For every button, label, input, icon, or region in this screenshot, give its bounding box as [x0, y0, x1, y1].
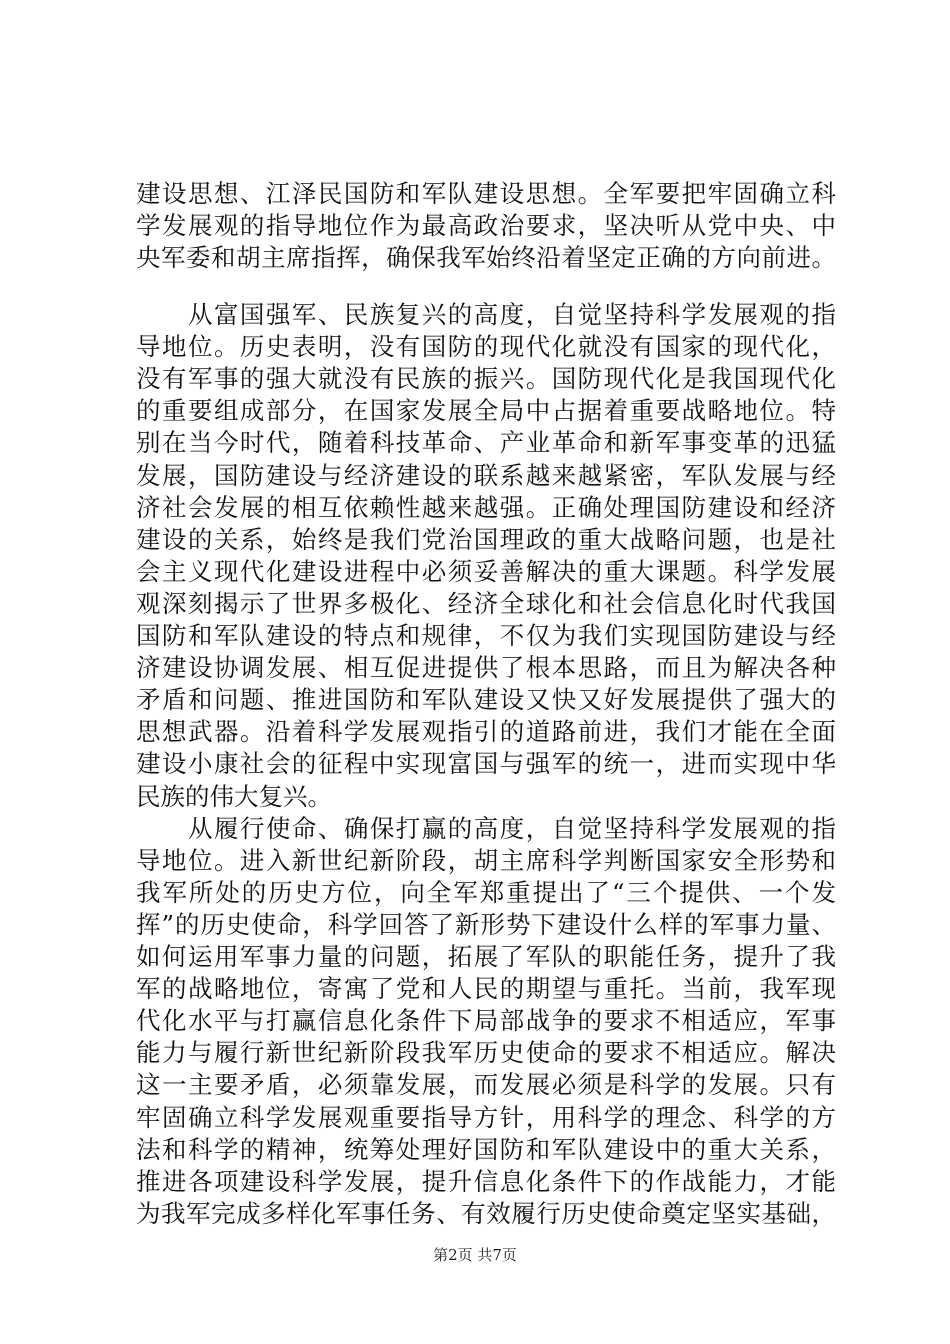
text-line: 从富国强军、民族复兴的高度，自觉坚持科学发展观的指	[136, 300, 836, 329]
text-line: 济建设协调发展、相互促进提供了根本思路，而且为解决各种	[136, 653, 836, 683]
text-line: 别在当今时代，随着科技革命、产业革命和新军事变革的迅猛	[136, 428, 836, 458]
text-line: 学发展观的指导地位作为最高政治要求，坚决听从党中央、中	[136, 211, 836, 241]
text-line: 能力与履行新世纪新阶段我军历史使命的要求不相适应。解决	[136, 1038, 836, 1068]
text-line: 如何运用军事力量的问题，拓展了军队的职能任务，提升了我	[136, 942, 836, 971]
text-line: 导地位。进入新世纪新阶段，胡主席科学判断国家安全形势和	[136, 845, 836, 875]
text-line: 挥”的历史使命，科学回答了新形势下建设什么样的军事力量、	[136, 909, 836, 939]
text-line: 没有军事的强大就没有民族的振兴。国防现代化是我国现代化	[136, 364, 836, 394]
text-line: 牢固确立科学发展观重要指导方针，用科学的理念、科学的方	[136, 1102, 836, 1132]
text-line: 从履行使命、确保打赢的高度，自觉坚持科学发展观的指	[136, 813, 836, 843]
text-line: 建设思想、江泽民国防和军队建设思想。全军要把牢固确立科	[136, 179, 836, 208]
text-line: 军的战略地位，寄寓了党和人民的期望与重托。当前，我军现	[136, 974, 836, 1004]
text-line: 观深刻揭示了世界多极化、经济全球化和社会信息化时代我国	[136, 588, 836, 618]
page-footer: 第2页 共7页	[433, 1246, 517, 1264]
text-line: 会主义现代化建设进程中必须妥善解决的重大课题。科学发展	[136, 556, 836, 586]
text-line: 这一主要矛盾，必须靠发展，而发展必须是科学的发展。只有	[136, 1070, 836, 1100]
text-line: 建设的关系，始终是我们党治国理政的重大战略问题，也是社	[136, 524, 836, 554]
text-line: 发展，国防建设与经济建设的联系越来越紧密，军队发展与经	[136, 460, 836, 490]
text-line: 法和科学的精神，统筹处理好国防和军队建设中的重大关系，	[136, 1134, 836, 1164]
text-line: 民族的伟大复兴。	[136, 781, 332, 811]
text-line: 央军委和胡主席指挥，确保我军始终沿着坚定正确的方向前进。	[136, 243, 836, 273]
text-line: 导地位。历史表明，没有国防的现代化就没有国家的现代化，	[136, 332, 836, 362]
text-line: 思想武器。沿着科学发展观指引的道路前进，我们才能在全面	[136, 717, 836, 747]
text-line: 国防和军队建设的特点和规律，不仅为我们实现国防建设与经	[136, 621, 836, 650]
text-line: 矛盾和问题、推进国防和军队建设又快又好发展提供了强大的	[136, 685, 836, 715]
text-line: 推进各项建设科学发展，提升信息化条件下的作战能力，才能	[136, 1166, 836, 1196]
text-line: 代化水平与打赢信息化条件下局部战争的要求不相适应，军事	[136, 1006, 836, 1036]
text-line: 的重要组成部分，在国家发展全局中占据着重要战略地位。特	[136, 396, 836, 426]
text-line: 济社会发展的相互依赖性越来越强。正确处理国防建设和经济	[136, 492, 836, 522]
text-line: 建设小康社会的征程中实现富国与强军的统一，进而实现中华	[136, 749, 836, 779]
text-line: 为我军完成多样化军事任务、有效履行历史使命奠定坚实基础，	[136, 1198, 836, 1228]
text-line: 我军所处的历史方位，向全军郑重提出了“三个提供、一个发	[136, 877, 836, 907]
